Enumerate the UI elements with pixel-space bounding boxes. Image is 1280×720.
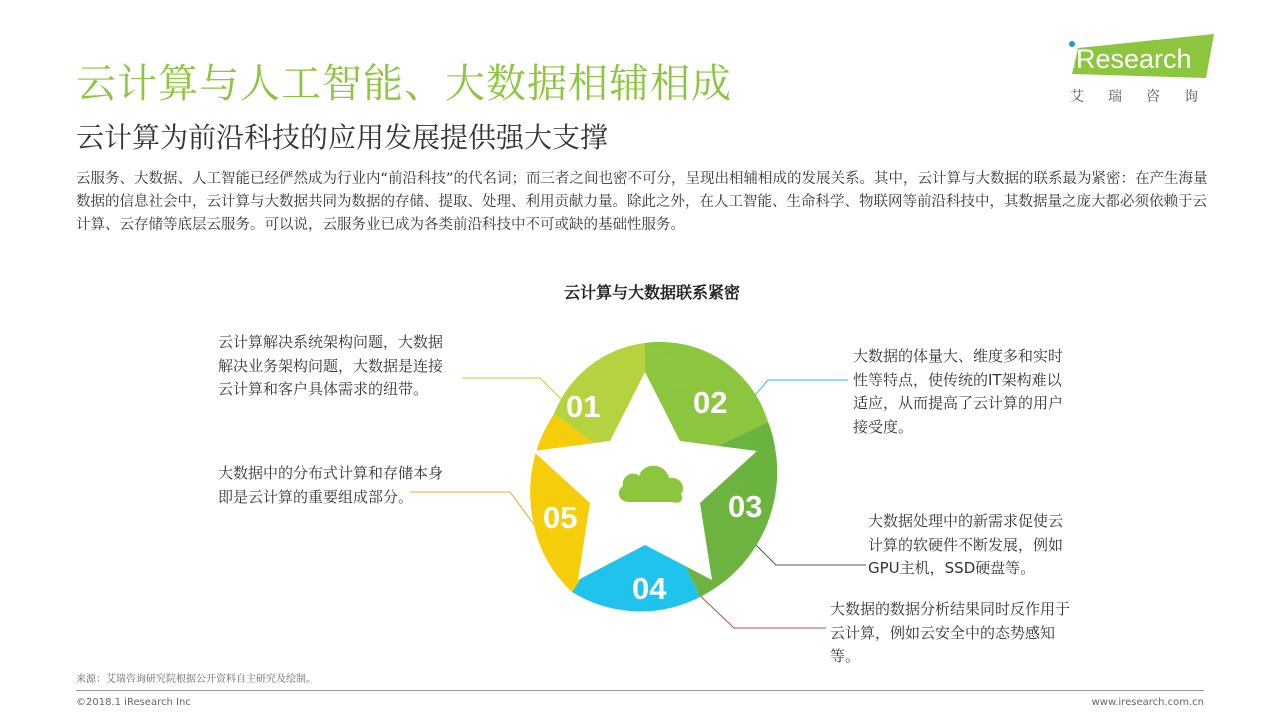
segment-label-01: 01: [566, 389, 601, 424]
segment-label-05: 05: [543, 500, 578, 535]
intro-paragraph: 云服务、大数据、人工智能已经俨然成为行业内“前沿科技”的代名词；而三者之间也密不可分，呈现出相辅相成的发展关系。其中，云计算与大数据的联系最为紧密：在产生海量数据的信息社会中，云计算与大数据共同为数据的存储、提取、处理、利用贡献力量。除此之外，在人工智能、生命科学、物联网等前沿科技中，其数据量之庞大都必须依赖于云计算、云存储等底层云服务。可以说，云服务业已成为各类前沿科技中不可或缺的基础性服务。: [76, 171, 1208, 233]
logo-text: iResearch: [1070, 44, 1192, 74]
connector-04: [692, 588, 826, 628]
segment-label-04: 04: [632, 571, 667, 606]
description-04: 大数据的数据分析结果同时反作用于云计算，例如云安全中的态势感知等。: [830, 600, 1071, 665]
source-note: 来源：艾瑞咨询研究院根据公开资料自主研究及绘制。: [76, 674, 316, 685]
description-01: 云计算解决系统架构问题，大数据解决业务架构问题，大数据是连接云计算和客户具体需求的纽带。: [218, 333, 444, 398]
page-title: 云计算与人工智能、大数据相辅相成: [76, 61, 732, 107]
footer-divider: [76, 690, 1204, 691]
page-subtitle: 云计算为前沿科技的应用发展提供强大支撑: [76, 121, 609, 154]
website-link[interactable]: www.iresearch.com.cn: [1091, 697, 1204, 708]
description-05: 大数据中的分布式计算和存储本身即是云计算的重要组成部分。: [218, 464, 444, 506]
segment-label-03: 03: [728, 489, 763, 524]
diagram-title: 云计算与大数据联系紧密: [563, 283, 740, 302]
segment-label-02: 02: [693, 385, 728, 420]
copyright: ©2018.1 iResearch Inc: [76, 697, 191, 708]
logo-chinese-name: 艾瑞咨询: [1070, 89, 1222, 105]
description-02: 大数据的体量大、维度多和实时性等特点，使传统的IT架构难以适应，从而提高了云计算的用户接受度。: [853, 347, 1064, 436]
description-03: 大数据处理中的新需求促使云计算的软硬件不断发展，例如GPU主机，SSD硬盘等。: [868, 512, 1064, 577]
connector-01: [462, 378, 566, 404]
